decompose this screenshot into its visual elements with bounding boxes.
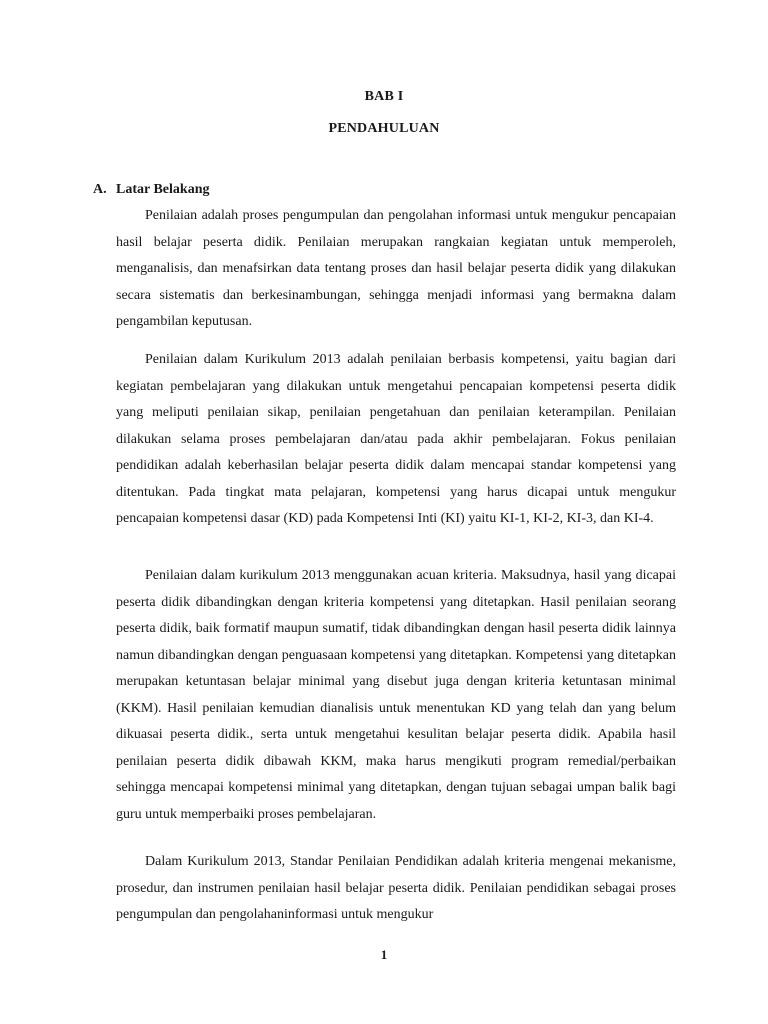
- paragraph-2: [116, 347, 676, 533]
- paragraph-1: [116, 203, 676, 336]
- paragraph-text: Penilaian dalam Kurikulum 2013 adalah penilaian berbasis kompetensi, yaitu bagian dari kegiatan pembelajaran yang dilakukan untuk mengetahui pencapaian kompetensi peserta didik yang meliputi penilaian sikap, penilaian pengetahuan dan penilaian keterampilan. Penilaian dilakukan selama proses pembelajaran dan/atau pada akhir pembelajaran. Fokus penilaian pendidikan adalah keberhasilan belajar peserta didik dalam mencapai standar kompetensi yang ditentukan. Pada tingkat mata pelajaran, kompetensi yang harus dicapai untuk mengukur pencapaian kompetensi dasar (KD) pada Kompetensi Inti (KI) yaitu KI-1, KI-2, KI-3, dan KI-4.: [116, 352, 676, 526]
- section-title: Latar Belakang: [116, 182, 210, 197]
- paragraph-text: Penilaian dalam kurikulum 2013 menggunakan acuan kriteria. Maksudnya, hasil yang dicapai peserta didik dibandingkan dengan kriteria kompetensi yang ditetapkan. Hasil penilaian seorang peserta didik, baik formatif maupun sumatif, tidak dibandingkan dengan hasil peserta didik lainnya namun dibandingkan dengan penguasaan kompetensi yang ditetapkan. Kompetensi yang ditetapkan merupakan ketuntasan belajar minimal yang disebut juga dengan kriteria ketuntasan minimal (KKM). Hasil penilaian kemudian dianalisis untuk menentukan KD yang telah dan yang belum dikuasai peserta didik., serta untuk mengetahui kesulitan belajar peserta didik. Apabila hasil penilaian peserta didik dibawah KKM, maka harus mengikuti program remedial/perbaikan sehingga mencapai kompetensi minimal yang ditetapkan, dengan tujuan sebagai umpan balik bagi guru untuk memperbaiki proses pembelajaran.: [116, 568, 676, 822]
- chapter-number: BAB I: [364, 89, 404, 104]
- chapter-title: PENDAHULUAN: [328, 121, 440, 136]
- paragraph-4: [116, 849, 676, 933]
- paragraph-text: Dalam Kurikulum 2013, Standar Penilaian Pendidikan adalah kriteria mengenai mekanisme, prosedur, dan instrumen penilaian hasil belajar peserta didik. Penilaian pendidikan sebagai proses pengumpulan dan pengolahaninformasi untuk mengukur: [116, 854, 676, 922]
- section-heading: [93, 182, 209, 198]
- paragraph-3: [116, 563, 676, 828]
- page-number: 1: [380, 947, 388, 962]
- section-letter: A.: [93, 182, 107, 197]
- paragraph-text: Penilaian adalah proses pengumpulan dan pengolahan informasi untuk mengukur pencapaian hasil belajar peserta didik. Penilaian merupakan rangkaian kegiatan untuk memperoleh, menganalisis, dan menafsirkan data tentang proses dan hasil belajar peserta didik yang dilakukan secara sistematis dan berkesinambungan, sehingga menjadi informasi yang bermakna dalam pengambilan keputusan.: [116, 208, 676, 329]
